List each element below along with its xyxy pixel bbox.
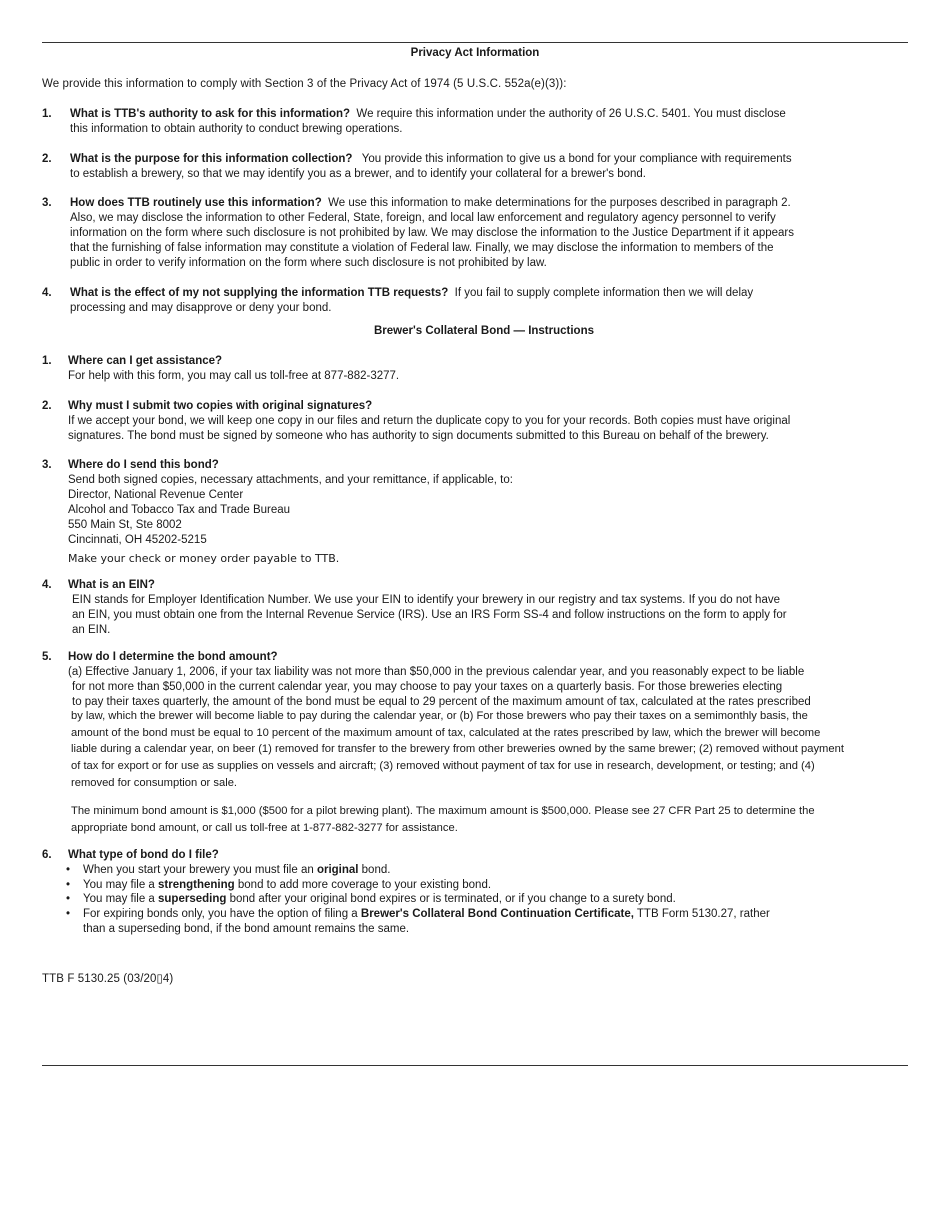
item-number: 1. [42, 108, 52, 120]
item-number: 3. [42, 197, 52, 209]
bond-type-bullet: • For expiring bonds only, you have the option of filing a Brewer's Collateral Bond Continuation Certificate, TTB Form 5130.27, rather [66, 908, 770, 920]
instruction-question: Where do I send this bond? [68, 459, 219, 471]
item-question: How does TTB routinely use this information? [70, 197, 322, 209]
privacy-item-4 [42, 286, 908, 316]
instruction-text: If we accept your bond, we will keep one copy in our files and return the duplicate copy to you for your records. Both copies must have original [68, 415, 791, 427]
instruction-text: an EIN. [72, 624, 111, 636]
item-question: What is TTB's authority to ask for this information? [70, 108, 351, 120]
instruction-number: 5. [42, 651, 52, 663]
address-line: Director, National Revenue Center [68, 489, 244, 501]
bullet-icon: • [66, 893, 71, 905]
instruction-question: What is an EIN? [68, 579, 155, 591]
bond-min-max [71, 803, 815, 836]
address-line: Cincinnati, OH 45202-5215 [68, 534, 207, 546]
item-text: We require this information under the authority of 26 U.S.C. 5401. You must disclose [356, 108, 786, 120]
instruction-number: 4. [42, 579, 52, 591]
instruction-3 [42, 458, 932, 566]
address-line: Alcohol and Tobacco Tax and Trade Bureau [68, 504, 291, 516]
form-identifier: TTB F 5130.25 (03/20▯4) [42, 973, 174, 985]
instruction-text: appropriate bond amount, or call us toll-free at 1-877-882-3277 for assistance. [71, 821, 458, 834]
instruction-text: amount of the bond must be equal to 10 percent of the maximum amount of tax, calculated at the rates prescribed by law, which the brewer will become [71, 726, 821, 739]
item-text: that the furnishing of false information may constitute a violation of Federal law. Finally, we may disclose the information to members of the [70, 242, 774, 254]
instruction-text: Send both signed copies, necessary attachments, and your remittance, if applicable, to: [68, 474, 513, 486]
item-number: 2. [42, 153, 52, 165]
instruction-1 [42, 354, 932, 384]
instruction-text: by law, which the brewer will become liable to pay during the calendar year, or (b) For those brewers who pay their taxes on a semimonthly basis, the [71, 710, 808, 722]
instruction-text: liable during a calendar year, on beer (1) removed for transfer to the brewery from other breweries owned by the same brewer; (2) removed without payment [71, 743, 844, 756]
item-text: public in order to verify information on the form where such disclosure is not prohibited by law. [70, 257, 547, 269]
instruction-text: (a) Effective January 1, 2006, if your tax liability was not more than $50,000 in the previous calendar year, and you reasonably expect to be liable [68, 666, 805, 678]
instruction-text: to pay their taxes quarterly, the amount of the bond must be equal to 29 percent of the maximum amount of tax, calculated at the rates prescribed [72, 696, 811, 708]
instruction-number: 3. [42, 459, 52, 471]
bond-type-bullet: • When you start your brewery you must file an original bond. [66, 864, 391, 876]
instruction-5-continued [71, 708, 844, 792]
top-rule [42, 42, 908, 43]
privacy-intro: We provide this information to comply with Section 3 of the Privacy Act of 1974 (5 U.S.C. 552a(e)(3)): [42, 78, 567, 90]
instruction-text: removed for consumption or sale. [71, 776, 238, 789]
instruction-number: 1. [42, 355, 52, 367]
address-line: 550 Main St, Ste 8002 [68, 519, 182, 531]
item-text: this information to obtain authority to conduct brewing operations. [70, 123, 403, 135]
bottom-rule [42, 1065, 908, 1066]
item-text: Also, we may disclose the information to other Federal, State, foreign, and local law enforcement and regulatory agency personnel to verify [70, 212, 776, 224]
instruction-text: an EIN, you must obtain one from the Internal Revenue Service (IRS). Use an IRS Form SS-4 and follow instructions on the form to apply for [72, 609, 787, 621]
privacy-item-2 [42, 152, 908, 182]
item-number: 4. [42, 287, 52, 299]
item-text: You provide this information to give us a bond for your compliance with requirements [361, 153, 792, 165]
bond-type-bullet-continued: than a superseding bond, if the bond amount remains the same. [83, 923, 410, 935]
privacy-title: Privacy Act Information [410, 47, 540, 59]
instruction-6 [42, 848, 932, 863]
instruction-text: EIN stands for Employer Identification Number. We use your EIN to identify your brewery in our registry and tax systems. If you do not have [72, 594, 780, 606]
privacy-item-1 [42, 107, 908, 137]
item-text: information on the form where such disclosure is not prohibited by law. We may disclose the information to the Justice Department if it appears [70, 227, 795, 239]
instructions-title: Brewer's Collateral Bond — Instructions [374, 325, 594, 337]
bullet-icon: • [66, 879, 71, 891]
instruction-text: The minimum bond amount is $1,000 ($500 for a pilot brewing plant). The maximum amount is $500,000. Please see 27 CFR Part 25 to determine the [71, 805, 815, 817]
privacy-item-3 [42, 196, 908, 271]
item-question: What is the effect of my not supplying the information TTB requests? [70, 287, 449, 299]
bond-type-bullet: • You may file a superseding bond after your original bond expires or is terminated, or if you change to a surety bond. [66, 893, 676, 905]
instruction-text: signatures. The bond must be signed by someone who has authority to sign documents submitted to this Bureau on behalf of the brewery. [68, 430, 769, 442]
instruction-question: Where can I get assistance? [68, 355, 223, 367]
instruction-2 [42, 399, 932, 444]
item-text: We use this information to make determinations for the purposes described in paragraph 2. [328, 197, 791, 209]
instruction-question: How do I determine the bond amount? [68, 651, 278, 663]
payable-note: Make your check or money order payable to TTB. [68, 552, 340, 565]
instruction-4 [42, 578, 932, 638]
instruction-number: 6. [42, 849, 52, 861]
item-text: processing and may disapprove or deny your bond. [70, 302, 332, 314]
instruction-text: of tax for export or for use as supplies on vessels and aircraft; (3) removed without payment of tax for use in research, development, or testing; and (4) [71, 760, 815, 773]
item-question: What is the purpose for this information collection? [70, 153, 353, 165]
item-text: If you fail to supply complete information then we will delay [454, 287, 754, 299]
instruction-text: For help with this form, you may call us toll-free at 877-882-3277. [68, 370, 400, 382]
instruction-text: for not more than $50,000 in the current calendar year, you may choose to pay your taxes on a quarterly basis. For those breweries electing [72, 681, 783, 693]
instruction-number: 2. [42, 400, 52, 412]
item-text: to establish a brewery, so that we may identify you as a brewer, and to identify your collateral for a brewer's bond. [70, 168, 646, 180]
instruction-5 [42, 650, 932, 710]
bullet-icon: • [66, 908, 71, 920]
instruction-question: What type of bond do I file? [68, 849, 219, 861]
bullet-icon: • [66, 864, 71, 876]
bond-type-bullet: • You may file a strengthening bond to add more coverage to your existing bond. [66, 879, 492, 891]
instruction-question: Why must I submit two copies with original signatures? [68, 400, 373, 412]
